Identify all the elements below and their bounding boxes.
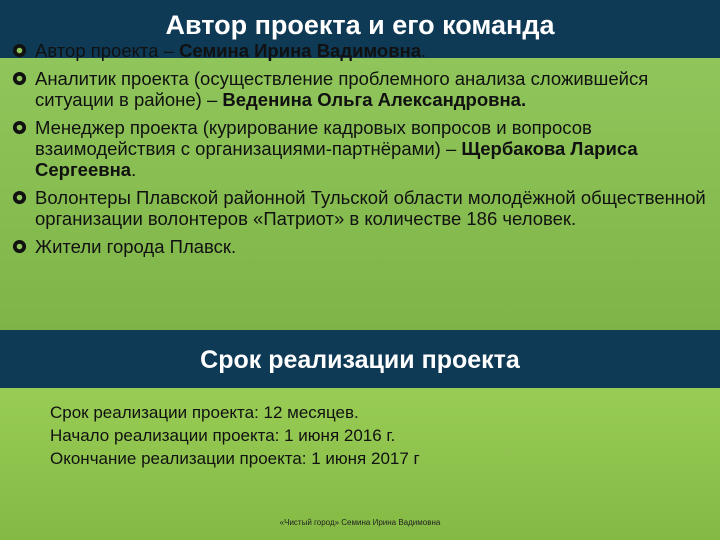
item-tail: . — [131, 159, 137, 180]
list-item — [8, 187, 713, 229]
list-item — [8, 40, 713, 61]
item-text: Жители города Плавск. — [35, 236, 237, 257]
item-text: Волонтеры Плавской районной Тульской области молодёжной общественной организации волонтеров «Патриот» в количестве 186 человек. — [35, 187, 706, 229]
term-list — [50, 401, 420, 470]
term-line: Срок реализации проекта: 12 месяцев. — [50, 403, 359, 422]
team-list — [8, 40, 713, 264]
list-item — [8, 236, 713, 257]
section-band — [0, 330, 720, 388]
gear-icon — [12, 120, 27, 135]
list-item — [8, 68, 713, 110]
gear-icon — [12, 190, 27, 205]
term-section — [0, 388, 720, 540]
item-text: Автор проекта – — [35, 40, 180, 61]
item-name: Щербакова Лариса Сергеевна — [35, 138, 638, 180]
term-line: Окончание реализации проекта: 1 июня 2017 г — [50, 449, 420, 468]
slide-title: Автор проекта и его команда — [165, 10, 555, 40]
list-item — [8, 117, 713, 180]
item-name: Семина Ирина Вадимовна — [179, 40, 422, 61]
footer-note: «Чистый город» Семина Ирина Вадимовна — [279, 518, 441, 527]
item-tail: . — [421, 40, 427, 61]
gear-icon — [12, 239, 27, 254]
item-text: Аналитик проекта (осуществление проблемного анализа сложившейся ситуации в районе) – — [35, 68, 649, 110]
section-title: Срок реализации проекта — [200, 346, 520, 374]
gear-icon — [12, 71, 27, 86]
item-name: Веденина Ольга Александровна. — [222, 89, 527, 110]
gear-icon — [12, 43, 27, 58]
term-line: Начало реализации проекта: 1 июня 2016 г. — [50, 426, 396, 445]
item-text: Менеджер проекта (курирование кадровых вопросов и вопросов взаимодействия с организациями-партнёрами) – — [35, 117, 592, 159]
